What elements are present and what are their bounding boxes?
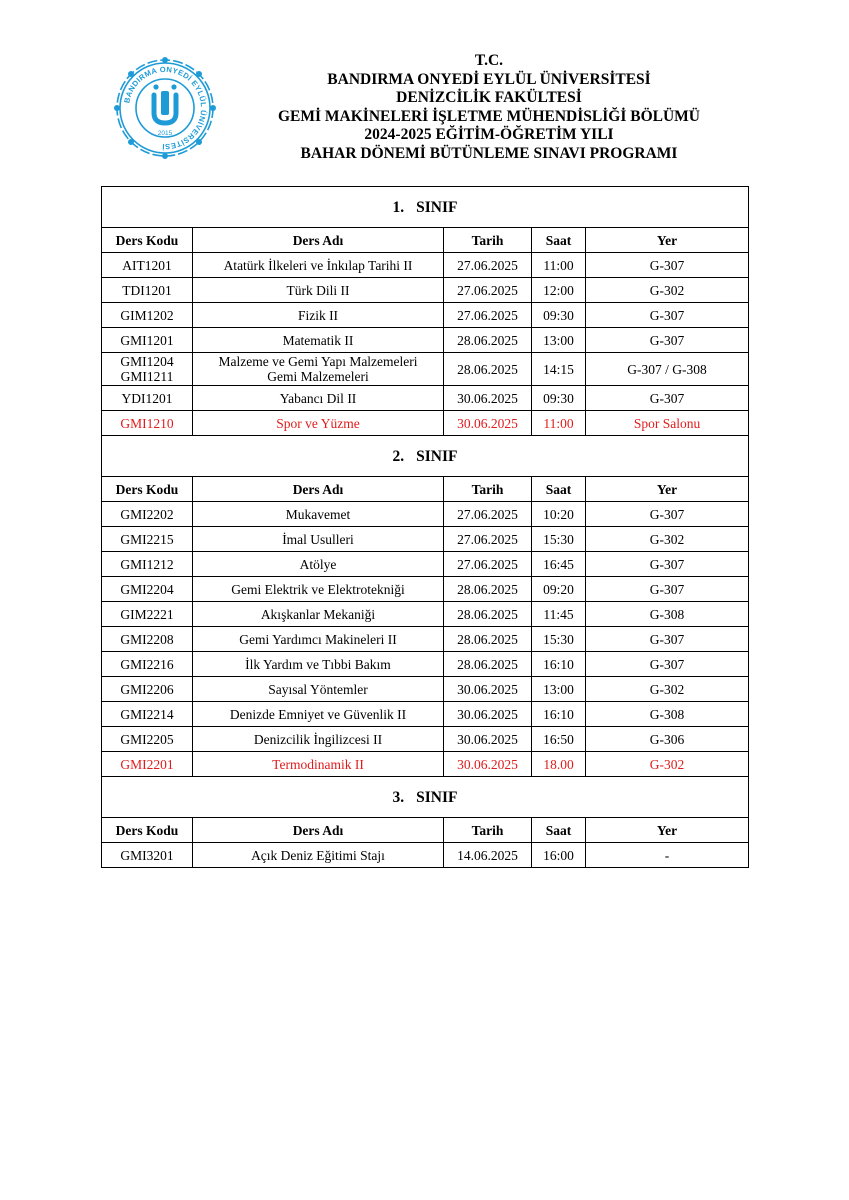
header-department: GEMİ MAKİNELERİ İŞLETME MÜHENDİSLİĞİ BÖLÜMÜ (277, 107, 700, 125)
exam-time-cell: 11:45 (532, 602, 586, 627)
course-name-cell: Akışkanlar Mekaniği (193, 602, 444, 627)
exam-room-cell: Spor Salonu (586, 411, 749, 436)
exam-time-cell: 15:30 (532, 527, 586, 552)
table-row (102, 702, 749, 727)
header-time: Saat (532, 477, 586, 502)
exam-date-cell: 28.06.2025 (444, 652, 532, 677)
class-year-title: SINIF (416, 198, 458, 216)
class-year-number: 2. (392, 447, 405, 465)
table-row (102, 727, 749, 752)
exam-room-cell: G-302 (586, 677, 749, 702)
exam-date-cell: 28.06.2025 (444, 602, 532, 627)
course-code-cell: GMI2201 (102, 752, 193, 777)
course-name-cell: Matematik II (193, 328, 444, 353)
header-faculty: DENİZCİLİK FAKÜLTESİ (396, 89, 582, 106)
exam-time-cell: 09:30 (532, 303, 586, 328)
class-year-heading-row (102, 436, 749, 477)
exam-date-cell: 28.06.2025 (444, 577, 532, 602)
course-code-cell-line-2: GMI1211 (120, 369, 174, 384)
exam-date-cell: 30.06.2025 (444, 727, 532, 752)
course-name-cell (193, 353, 444, 386)
exam-time-cell: 16:10 (532, 652, 586, 677)
course-code-cell: GMI2206 (102, 677, 193, 702)
table-row (102, 386, 749, 411)
course-name-cell: Gemi Yardımcı Makineleri II (193, 627, 444, 652)
course-name-cell: Gemi Elektrik ve Elektrotekniği (193, 577, 444, 602)
course-name-cell: Mukavemet (193, 502, 444, 527)
exam-date-cell: 30.06.2025 (444, 386, 532, 411)
course-name-cell: İlk Yardım ve Tıbbi Bakım (193, 652, 444, 677)
header-room: Yer (586, 228, 749, 253)
exam-room-cell: G-307 (586, 627, 749, 652)
header-course-code: Ders Kodu (102, 477, 193, 502)
course-code-cell: GMI2215 (102, 527, 193, 552)
table-row (102, 353, 749, 386)
class-year-heading (102, 436, 749, 477)
table-row (102, 602, 749, 627)
exam-date-cell: 27.06.2025 (444, 527, 532, 552)
exam-date-cell: 27.06.2025 (444, 278, 532, 303)
exam-date-cell: 30.06.2025 (444, 752, 532, 777)
header-course-name: Ders Adı (193, 818, 444, 843)
exam-room-cell: G-307 (586, 328, 749, 353)
header-date: Tarih (444, 228, 532, 253)
exam-room-cell: G-307 (586, 386, 749, 411)
table-row (102, 328, 749, 353)
exam-time-cell: 15:30 (532, 627, 586, 652)
exam-date-cell: 27.06.2025 (444, 552, 532, 577)
exam-date-cell: 27.06.2025 (444, 303, 532, 328)
course-name-cell: Termodinamik II (193, 752, 444, 777)
exam-time-cell: 11:00 (532, 411, 586, 436)
table-row (102, 652, 749, 677)
exam-time-cell: 16:45 (532, 552, 586, 577)
course-code-cell: GMI2208 (102, 627, 193, 652)
class-year-heading-row (102, 777, 749, 818)
class-year-heading (102, 777, 749, 818)
table-row (102, 253, 749, 278)
header-time: Saat (532, 818, 586, 843)
class-year-number: 3. (392, 788, 405, 806)
table-row (102, 527, 749, 552)
course-code-cell: TDI1201 (102, 278, 193, 303)
exam-time-cell: 16:10 (532, 702, 586, 727)
course-code-cell: GMI2202 (102, 502, 193, 527)
column-header-row (102, 477, 749, 502)
exam-room-cell: - (586, 843, 749, 868)
exam-date-cell: 14.06.2025 (444, 843, 532, 868)
course-name-cell: Sayısal Yöntemler (193, 677, 444, 702)
exam-room-cell: G-307 (586, 253, 749, 278)
course-code-cell: GIM2221 (102, 602, 193, 627)
exam-time-cell: 16:50 (532, 727, 586, 752)
course-code-cell: YDI1201 (102, 386, 193, 411)
table-row (102, 843, 749, 868)
course-code-cell: GIM1202 (102, 303, 193, 328)
course-name-cell: Denizde Emniyet ve Güvenlik II (193, 702, 444, 727)
table-row (102, 752, 749, 777)
exam-time-cell: 14:15 (532, 353, 586, 386)
course-name-cell: İmal Usulleri (193, 527, 444, 552)
course-name-cell-line-1: Malzeme ve Gemi Yapı Malzemeleri (218, 354, 418, 369)
exam-time-cell: 09:20 (532, 577, 586, 602)
exam-time-cell: 13:00 (532, 677, 586, 702)
course-name-cell: Açık Deniz Eğitimi Stajı (193, 843, 444, 868)
exam-time-cell: 09:30 (532, 386, 586, 411)
exam-time-cell: 10:20 (532, 502, 586, 527)
class-year-title: SINIF (416, 788, 458, 806)
logo-ring-text: BANDIRMA ONYEDİ EYLÜL ÜNİVERSİTESİ (122, 64, 209, 152)
header-university: BANDIRMA ONYEDİ EYLÜL ÜNİVERSİTESİ (327, 70, 651, 88)
exam-time-cell: 12:00 (532, 278, 586, 303)
exam-date-cell: 28.06.2025 (444, 353, 532, 386)
course-name-cell: Spor ve Yüzme (193, 411, 444, 436)
class-year-number: 1. (392, 198, 405, 216)
class-year-title: SINIF (416, 447, 458, 465)
exam-time-cell: 18.00 (532, 752, 586, 777)
exam-date-cell: 30.06.2025 (444, 702, 532, 727)
exam-date-cell: 30.06.2025 (444, 677, 532, 702)
exam-room-cell: G-302 (586, 278, 749, 303)
course-code-cell: GMI2204 (102, 577, 193, 602)
exam-room-cell: G-302 (586, 527, 749, 552)
course-name-cell: Atatürk İlkeleri ve İnkılap Tarihi II (193, 253, 444, 278)
exam-date-cell: 28.06.2025 (444, 328, 532, 353)
header-academic-year: 2024-2025 EĞİTİM-ÖĞRETİM YILI (364, 126, 614, 143)
table-row (102, 303, 749, 328)
exam-room-cell: G-307 (586, 652, 749, 677)
course-name-cell: Denizcilik İngilizcesi II (193, 727, 444, 752)
course-code-cell: AIT1201 (102, 253, 193, 278)
course-name-cell: Atölye (193, 552, 444, 577)
course-name-cell-line-2: Gemi Malzemeleri (267, 369, 369, 384)
class-year-heading (102, 187, 749, 228)
header-date: Tarih (444, 818, 532, 843)
table-row (102, 552, 749, 577)
exam-room-cell: G-308 (586, 602, 749, 627)
header-date: Tarih (444, 477, 532, 502)
header-course-name: Ders Adı (193, 477, 444, 502)
course-code-cell: GMI1201 (102, 328, 193, 353)
course-code-cell: GMI1212 (102, 552, 193, 577)
course-name-cell: Türk Dili II (193, 278, 444, 303)
exam-date-cell: 27.06.2025 (444, 253, 532, 278)
course-code-cell: GMI2214 (102, 702, 193, 727)
table-row (102, 577, 749, 602)
exam-date-cell: 30.06.2025 (444, 411, 532, 436)
exam-room-cell: G-306 (586, 727, 749, 752)
table-row (102, 627, 749, 652)
exam-room-cell: G-307 (586, 577, 749, 602)
course-code-cell-line-1: GMI1204 (120, 354, 174, 369)
column-header-row (102, 818, 749, 843)
course-name-cell: Yabancı Dil II (193, 386, 444, 411)
exam-room-cell: G-302 (586, 752, 749, 777)
exam-date-cell: 28.06.2025 (444, 627, 532, 652)
exam-room-cell: G-307 (586, 502, 749, 527)
header-course-code: Ders Kodu (102, 818, 193, 843)
header-line-tc: T.C. (474, 52, 504, 69)
exam-room-cell: G-307 / G-308 (586, 353, 749, 386)
exam-time-cell: 11:00 (532, 253, 586, 278)
exam-room-cell: G-307 (586, 303, 749, 328)
header-course-name: Ders Adı (193, 228, 444, 253)
table-row (102, 278, 749, 303)
exam-date-cell: 27.06.2025 (444, 502, 532, 527)
course-name-cell: Fizik II (193, 303, 444, 328)
class-year-heading-row (102, 187, 749, 228)
table-row (102, 502, 749, 527)
header-program-title: BAHAR DÖNEMİ BÜTÜNLEME SINAVI PROGRAMI (300, 144, 678, 162)
header-time: Saat (532, 228, 586, 253)
header-room: Yer (586, 477, 749, 502)
course-code-cell: GMI2216 (102, 652, 193, 677)
course-code-cell (102, 353, 193, 386)
course-code-cell: GMI2205 (102, 727, 193, 752)
header-room: Yer (586, 818, 749, 843)
document-header (200, 52, 778, 163)
exam-time-cell: 16:00 (532, 843, 586, 868)
exam-room-cell: G-307 (586, 552, 749, 577)
table-row (102, 677, 749, 702)
column-header-row (102, 228, 749, 253)
logo-year: 2015 (157, 130, 173, 137)
exam-time-cell: 13:00 (532, 328, 586, 353)
exam-room-cell: G-308 (586, 702, 749, 727)
course-code-cell: GMI1210 (102, 411, 193, 436)
header-course-code: Ders Kodu (102, 228, 193, 253)
course-code-cell: GMI3201 (102, 843, 193, 868)
table-row (102, 411, 749, 436)
exam-schedule-table (101, 186, 749, 868)
